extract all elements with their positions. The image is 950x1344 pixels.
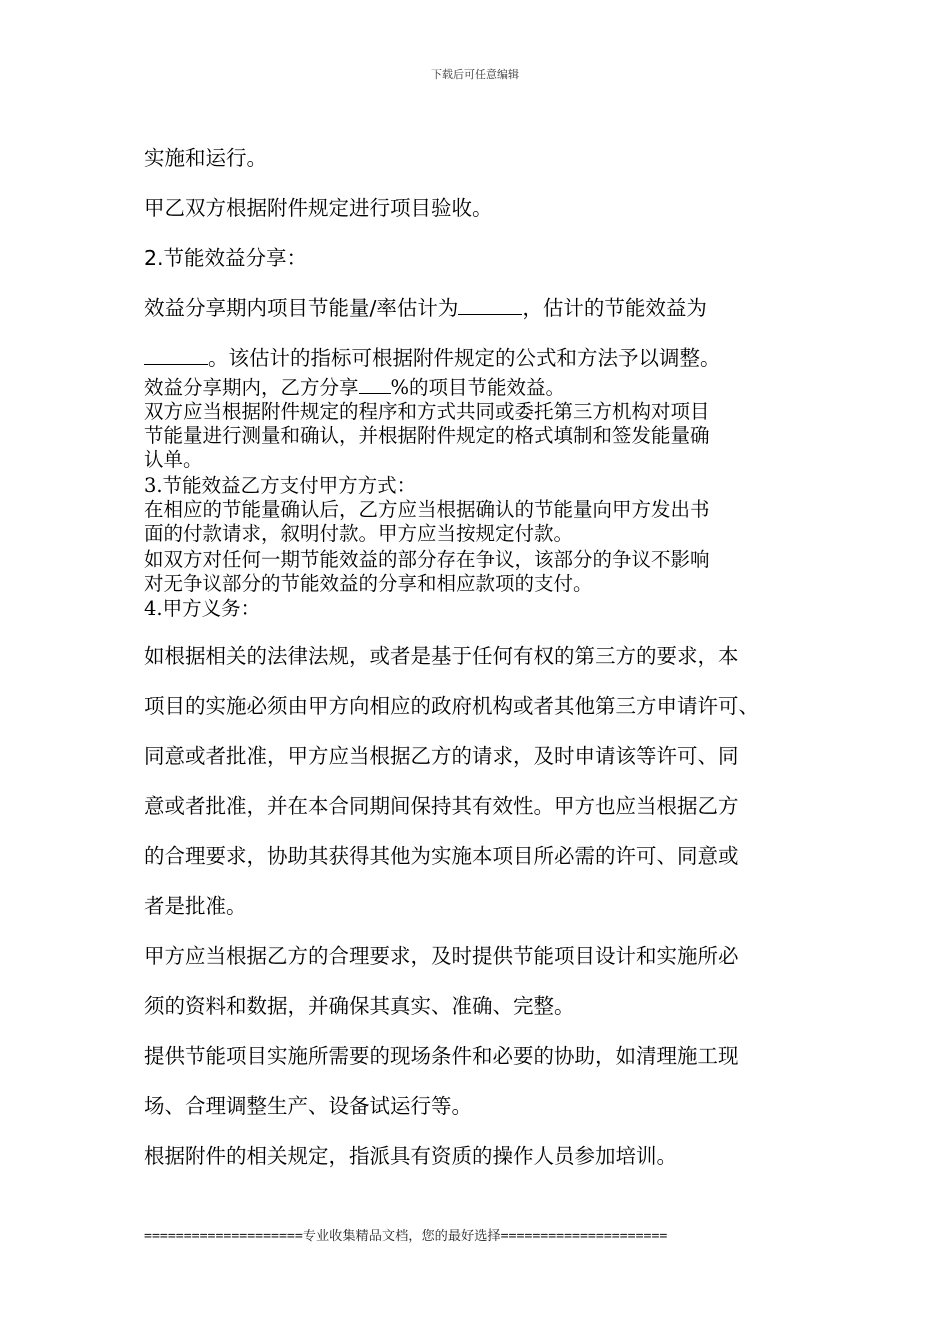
- paragraph-line: 提供节能项目实施所需要的现场条件和必要的协助，如清理施工现: [144, 1044, 739, 1068]
- paragraph-line: 双方应当根据附件规定的程序和方式共同或委托第三方机构对项目: [144, 400, 710, 423]
- paragraph-line: 意或者批准，并在本合同期间保持其有效性。甲方也应当根据乙方: [144, 794, 739, 818]
- paragraph-line: 须的资料和数据，并确保其真实、准确、完整。: [144, 994, 575, 1018]
- paragraph-line: 在相应的节能量确认后，乙方应当根据确认的节能量向甲方发出书: [144, 498, 710, 521]
- paragraph-line: 如根据相关的法律法规，或者是基于任何有权的第三方的要求，本: [144, 644, 739, 668]
- share-text-a: 效益分享期内，乙方分享: [144, 376, 359, 399]
- paragraph-line: 根据附件的相关规定，指派具有资质的操作人员参加培训。: [144, 1144, 677, 1168]
- paragraph-line: 同意或者批准，甲方应当根据乙方的请求，及时申请该等许可、同: [144, 744, 739, 768]
- paragraph-line: 如双方对任何一期节能效益的部分存在争议，该部分的争议不影响: [144, 548, 710, 571]
- page-header-note: 下载后可任意编辑: [431, 68, 519, 81]
- page-footer-note: ====================专业收集精品文档，您的最好选择=====================: [144, 1229, 668, 1244]
- estimate-text-a: 效益分享期内项目节能量/率估计为: [144, 296, 459, 320]
- paragraph-line: 节能量进行测量和确认，并根据附件规定的格式填制和签发能量确: [144, 424, 710, 447]
- paragraph-line: 项目的实施必须由甲方向相应的政府机构或者其他第三方申请许可、: [144, 694, 759, 718]
- share-text-b: %的项目节能效益。: [390, 376, 566, 399]
- section-heading-3: 3.节能效益乙方支付甲方方式：: [144, 474, 417, 497]
- paragraph-line: 甲方应当根据乙方的合理要求，及时提供节能项目设计和实施所必: [144, 944, 739, 968]
- section-heading-4: 4.甲方义务：: [144, 597, 261, 620]
- paragraph-line: 场、合理调整生产、设备试运行等。: [144, 1094, 472, 1118]
- paragraph-line: 面的付款请求，叙明付款。甲方应当按规定付款。: [144, 522, 574, 545]
- paragraph-line: 甲乙双方根据附件规定进行项目验收。: [144, 196, 493, 220]
- adjust-text: 。该估计的指标可根据附件规定的公式和方法予以调整。: [208, 346, 721, 370]
- section-heading-2: 2.节能效益分享：: [144, 246, 308, 270]
- paragraph-line: 者是批准。: [144, 894, 247, 918]
- estimate-text-b: ，估计的节能效益为: [522, 296, 707, 320]
- fill-blank-benefit: [144, 348, 208, 365]
- paragraph-line-share: [144, 376, 565, 400]
- paragraph-line: 认单。: [144, 448, 203, 471]
- fill-blank-energy-rate: [458, 298, 522, 315]
- paragraph-line: 实施和运行。: [144, 146, 267, 170]
- paragraph-line: 对无争议部分的节能效益的分享和相应款项的支付。: [144, 572, 593, 595]
- paragraph-line-estimate: [144, 291, 707, 321]
- fill-blank-share-percent: [359, 377, 391, 394]
- paragraph-line-adjust: [144, 341, 721, 371]
- paragraph-line: 的合理要求，协助其获得其他为实施本项目所必需的许可、同意或: [144, 844, 739, 868]
